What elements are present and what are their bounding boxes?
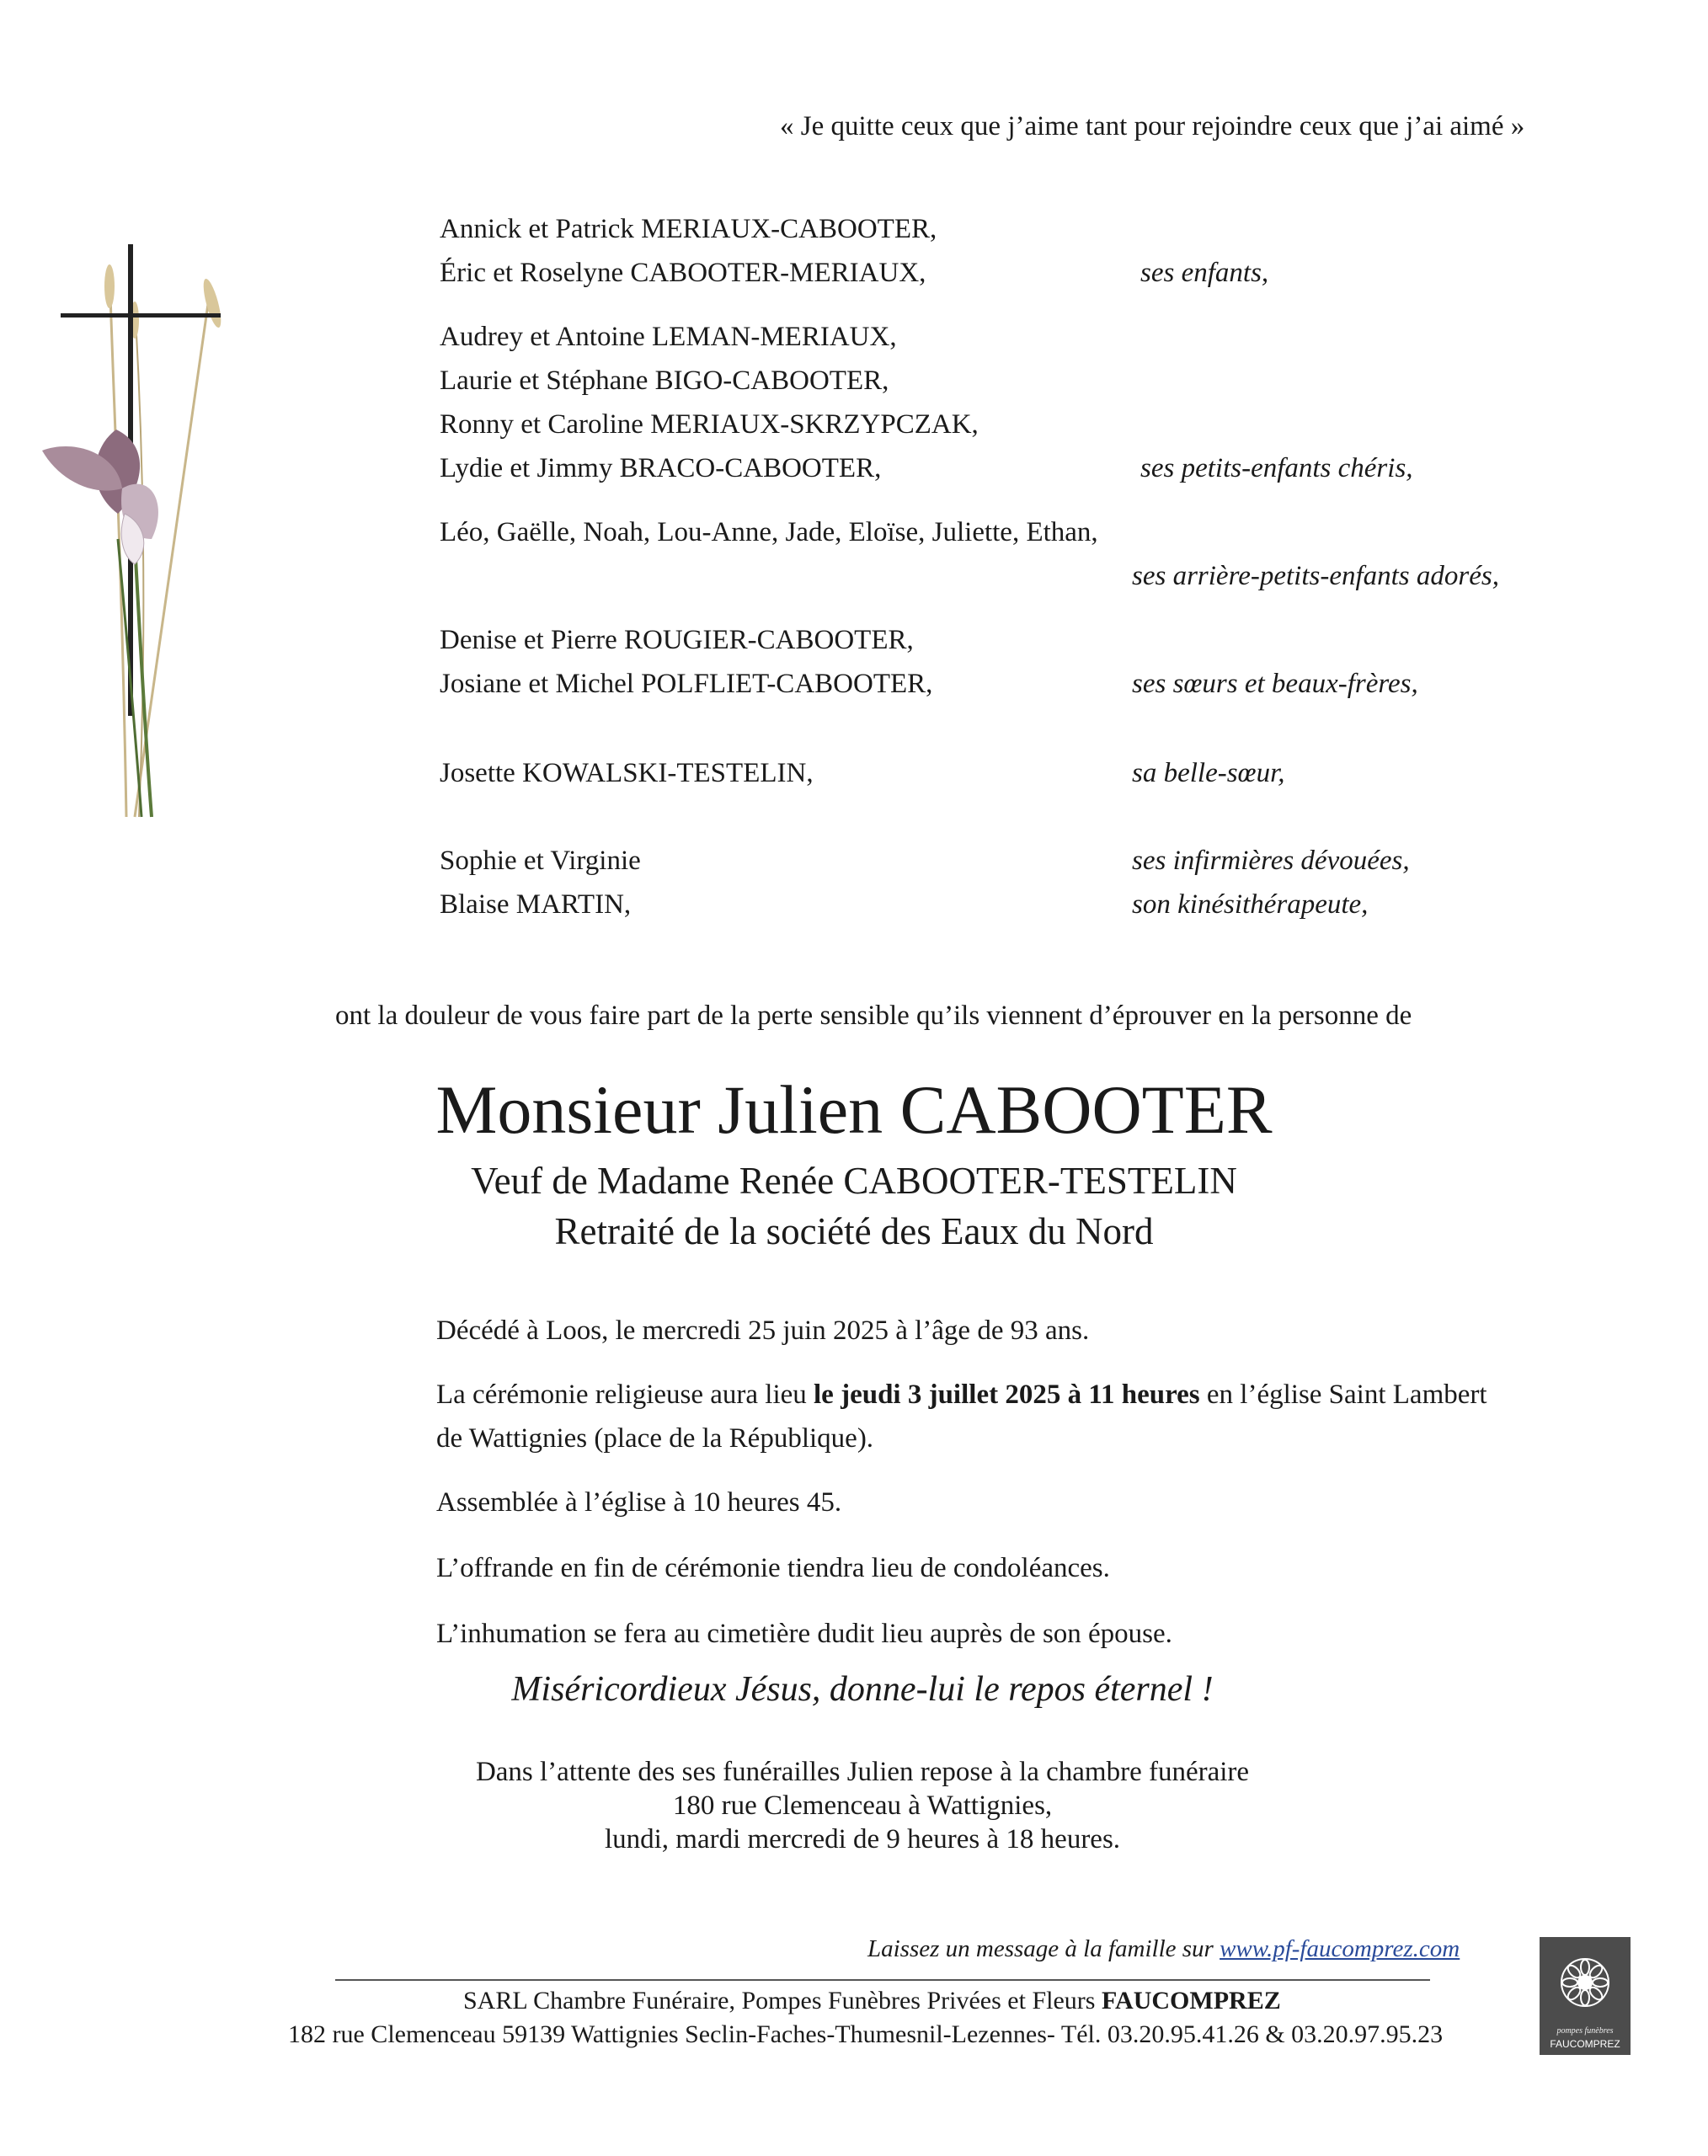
- logo-subtitle: pompes funèbres: [1556, 2026, 1614, 2036]
- faucomprez-logo: [1540, 1937, 1631, 2055]
- offering-notice: L’offrande en fin de cérémonie tiendra lieu de condoléances.: [436, 1553, 1110, 1583]
- footer-address: 182 rue Clemenceau 59139 Wattignies Seclin-Faches-Thumesnil-Lezennes- Tél. 03.20.95.41.26 & 03.20.97.95.23: [288, 2020, 1444, 2048]
- relation-label: sa belle-sœur,: [1132, 758, 1285, 788]
- family-name: Josiane et Michel POLFLIET-CABOOTER,: [440, 669, 933, 699]
- ceremony-line: [436, 1373, 1487, 1417]
- family-name: Lydie et Jimmy BRACO-CABOOTER,: [440, 453, 882, 483]
- ceremony-location: de Wattignies (place de la République).: [436, 1423, 874, 1454]
- death-notice: Décédé à Loos, le mercredi 25 juin 2025 à l’âge de 93 ans.: [436, 1315, 1090, 1346]
- relation-label: son kinésithérapeute,: [1132, 889, 1369, 920]
- family-name: Audrey et Antoine LEMAN-MERIAUX,: [440, 322, 897, 352]
- website-link[interactable]: www.pf-faucomprez.com: [1220, 1935, 1460, 1962]
- rest-line: 180 rue Clemenceau à Wattignies,: [672, 1790, 1053, 1821]
- deceased-widow-line: Veuf de Madame Renée CABOOTER-TESTELIN: [471, 1160, 1237, 1202]
- assembly-notice: Assemblée à l’église à 10 heures 45.: [436, 1487, 842, 1518]
- family-name: Annick et Patrick MERIAUX-CABOOTER,: [440, 214, 937, 244]
- footer-company-text: SARL Chambre Funéraire, Pompes Funèbres Privées et Fleurs: [463, 1987, 1102, 2015]
- rest-line: lundi, mardi mercredi de 9 heures à 18 heures.: [604, 1824, 1121, 1854]
- logo-title: FAUCOMPREZ: [1550, 2038, 1620, 2050]
- message-line: [867, 1932, 1460, 1966]
- rest-line: Dans l’attente des ses funérailles Julien repose à la chambre funéraire: [475, 1757, 1250, 1787]
- family-name: Denise et Pierre ROUGIER-CABOOTER,: [440, 625, 914, 655]
- ceremony-date: le jeudi 3 juillet 2025 à 11 heures: [814, 1380, 1200, 1410]
- deceased-name: Monsieur Julien CABOOTER: [435, 1071, 1273, 1148]
- flower-rosette-icon: [1540, 1940, 1631, 2025]
- relation-label: ses enfants,: [1140, 258, 1269, 288]
- message-text: Laissez un message à la famille sur: [867, 1935, 1220, 1962]
- family-name: Laurie et Stéphane BIGO-CABOOTER,: [440, 366, 889, 396]
- ceremony-text-pre: La cérémonie religieuse aura lieu: [436, 1380, 814, 1410]
- family-name: Josette KOWALSKI-TESTELIN,: [440, 758, 814, 788]
- announcement-text: ont la douleur de vous faire part de la perte sensible qu’ils viennent d’éprouver en la personne de: [335, 1001, 1412, 1031]
- prayer-line: Miséricordieux Jésus, donne-lui le repos éternel !: [511, 1670, 1214, 1709]
- relation-label: ses sœurs et beaux-frères,: [1132, 669, 1418, 699]
- burial-notice: L’inhumation se fera au cimetière dudit lieu auprès de son épouse.: [436, 1619, 1172, 1649]
- footer-company-line: [463, 1984, 1281, 2018]
- relation-label: ses arrière-petits-enfants adorés,: [1132, 561, 1499, 591]
- ceremony-text-post: en l’église Saint Lambert: [1199, 1380, 1487, 1410]
- family-name: Éric et Roselyne CABOOTER-MERIAUX,: [440, 258, 926, 288]
- deceased-occupation: Retraité de la société des Eaux du Nord: [554, 1210, 1154, 1252]
- footer-company-name: FAUCOMPREZ: [1101, 1987, 1281, 2015]
- family-name: Léo, Gaëlle, Noah, Lou-Anne, Jade, Eloïse, Juliette, Ethan,: [440, 517, 1098, 547]
- relation-label: ses infirmières dévouées,: [1132, 846, 1410, 876]
- cross-lily-illustration: [25, 236, 244, 825]
- epigraph-quote: « Je quitte ceux que j’aime tant pour rejoindre ceux que j’ai aimé »: [780, 111, 1525, 141]
- family-name: Blaise MARTIN,: [440, 889, 632, 920]
- relation-label: ses petits-enfants chéris,: [1140, 453, 1413, 483]
- family-name: Sophie et Virginie: [440, 846, 641, 876]
- family-name: Ronny et Caroline MERIAUX-SKRZYPCZAK,: [440, 409, 979, 440]
- footer-divider: [335, 1979, 1430, 1981]
